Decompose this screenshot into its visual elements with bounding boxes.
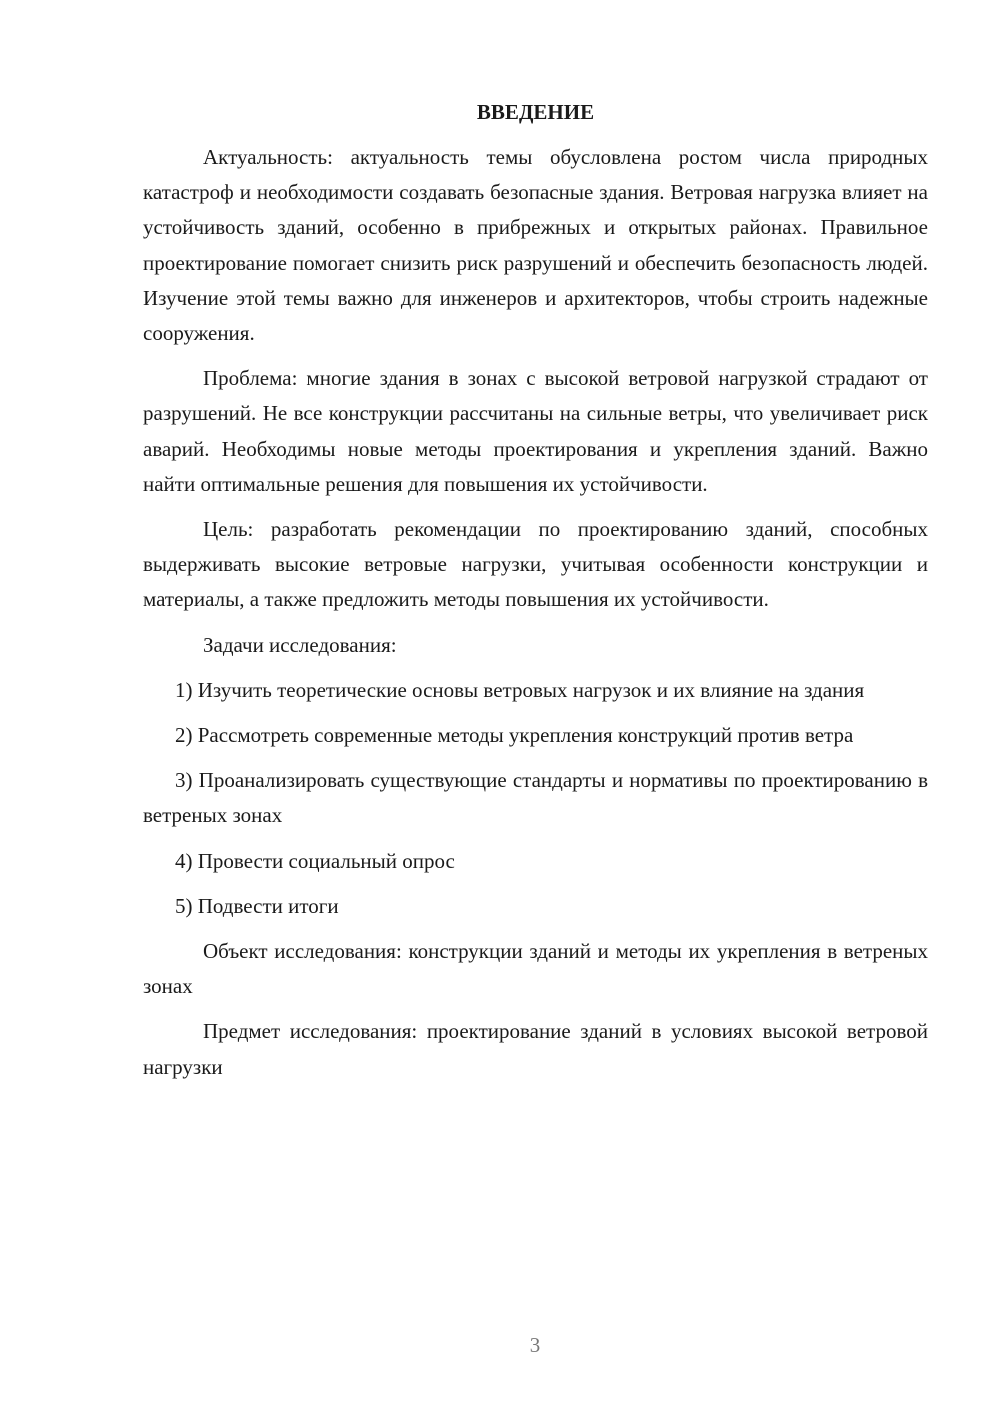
- task-item-1: 1) Изучить теоретические основы ветровых нагрузок и их влияние на здания: [175, 677, 865, 702]
- document-page: [143, 95, 928, 1095]
- tasks-heading: Задачи исследования:: [203, 632, 397, 657]
- goal-paragraph: Цель: разработать рекомендации по проектированию зданий, способных выдерживать высокие ветровые нагрузки, учитывая особенности конструкции и материалы, а также предложить методы повышения их устойчивости.: [143, 517, 928, 612]
- page-number: 3: [529, 1333, 541, 1357]
- task-item-4: 4) Провести социальный опрос: [175, 848, 455, 873]
- relevance-paragraph: Актуальность: актуальность темы обусловлена ростом числа природных катастроф и необходимости создавать безопасные здания. Ветровая нагрузка влияет на устойчивость зданий, особенно в прибрежных и открытых районах. Правильное проектирование помогает снизить риск разрушений и обеспечить безопасность людей. Изучение этой темы важно для инженеров и архитекторов, чтобы строить надежные сооружения.: [143, 145, 928, 346]
- problem-paragraph: Проблема: многие здания в зонах с высокой ветровой нагрузкой страдают от разрушений. Не все конструкции рассчитаны на сильные ветры, что увеличивает риск аварий. Необходимы новые методы проектирования и укрепления зданий. Важно найти оптимальные решения для повышения их устойчивости.: [143, 366, 928, 496]
- task-item-3: 3) Проанализировать существующие стандарты и нормативы по проектированию в ветреных зонах: [143, 768, 928, 828]
- task-item-2: 2) Рассмотреть современные методы укрепления конструкций против ветра: [175, 723, 854, 748]
- research-subject-paragraph: Предмет исследования: проектирование зданий в условиях высокой ветровой нагрузки: [143, 1019, 928, 1079]
- section-title: ВВЕДЕНИЕ: [476, 100, 595, 124]
- task-item-5: 5) Подвести итоги: [175, 893, 339, 918]
- research-object-paragraph: Объект исследования: конструкции зданий и методы их укрепления в ветреных зонах: [143, 939, 928, 999]
